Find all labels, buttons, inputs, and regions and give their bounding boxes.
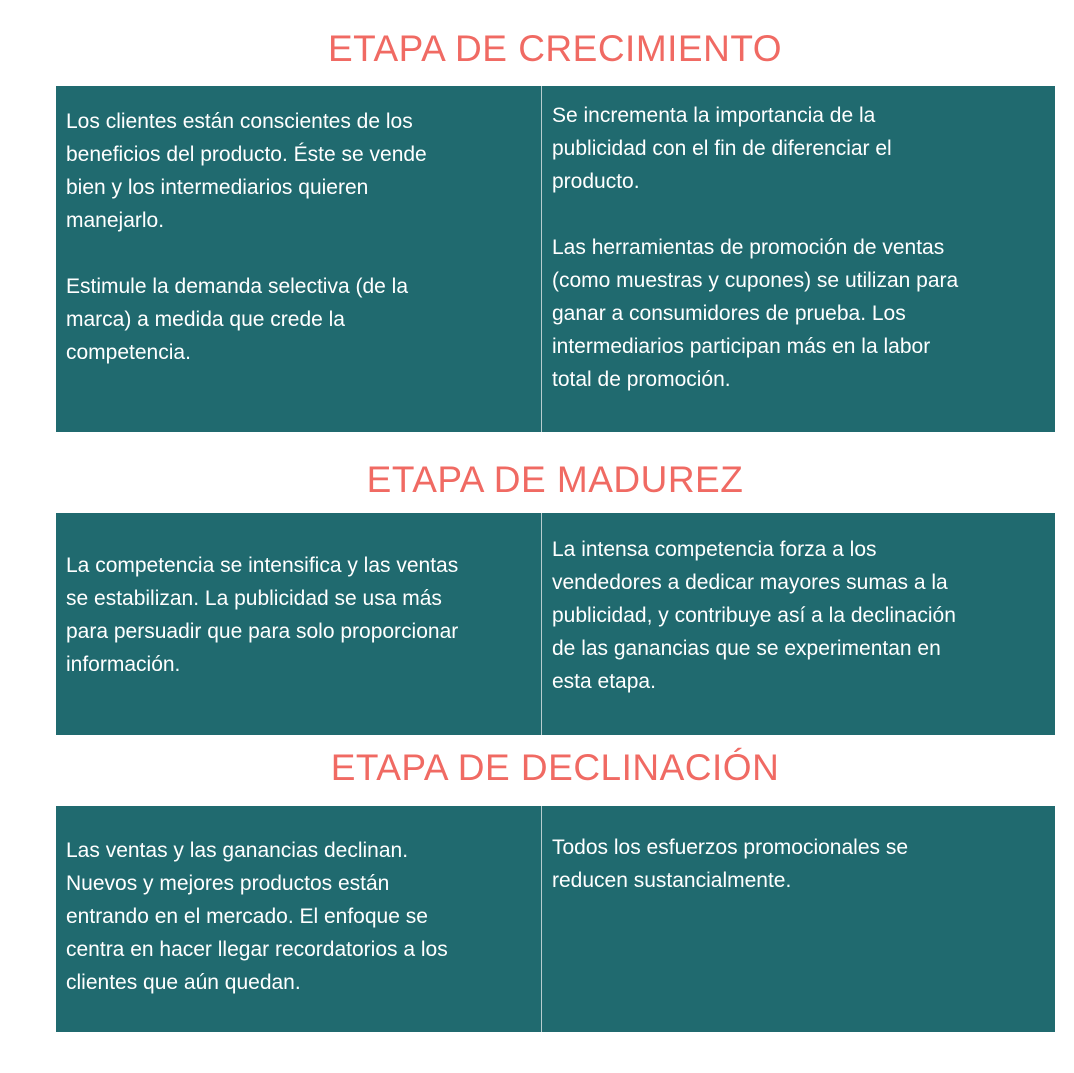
stage-crecimiento-right-text: Se incrementa la importancia de la publicidad con el fin de diferenciar el producto. Las herramientas de promoción de ventas (como muestras y cupones) se utilizan para ganar a consumidores de prueba. Los intermediarios participan más en la labor total de promoción. <box>552 104 959 391</box>
stage-crecimiento-left-text: Los clientes están conscientes de los beneficios del producto. Éste se vende bien y los intermediarios quieren manejarlo. Estimule la demanda selectiva (de la marca) a medida que crede la competencia. <box>66 110 427 364</box>
stage-box-crecimiento <box>56 86 1055 432</box>
stage-title-crecimiento: ETAPA DE CRECIMIENTO <box>327 28 783 69</box>
stage-box-madurez <box>56 513 1055 735</box>
stage-declinacion-right-text: Todos los esfuerzos promocionales se reducen sustancialmente. <box>552 836 909 892</box>
stage-madurez-left-text: La competencia se intensifica y las ventas se estabilizan. La publicidad se usa más para persuadir que para solo proporcionar información. <box>66 554 459 676</box>
column-divider <box>541 806 542 1032</box>
stage-declinacion-left-text: Las ventas y las ganancias declinan. Nuevos y mejores productos están entrando en el mercado. El enfoque se centra en hacer llegar recordatorios a los clientes que aún quedan. <box>66 839 448 994</box>
column-divider <box>541 513 542 735</box>
stage-title-madurez: ETAPA DE MADUREZ <box>366 459 744 500</box>
stage-madurez-right-text: La intensa competencia forza a los vendedores a dedicar mayores sumas a la publicidad, y contribuye así a la declinación de las ganancias que se experimentan en esta etapa. <box>552 538 956 693</box>
column-divider <box>541 86 542 432</box>
stage-title-declinacion: ETAPA DE DECLINACIÓN <box>330 747 780 788</box>
stage-box-declinacion <box>56 806 1055 1032</box>
